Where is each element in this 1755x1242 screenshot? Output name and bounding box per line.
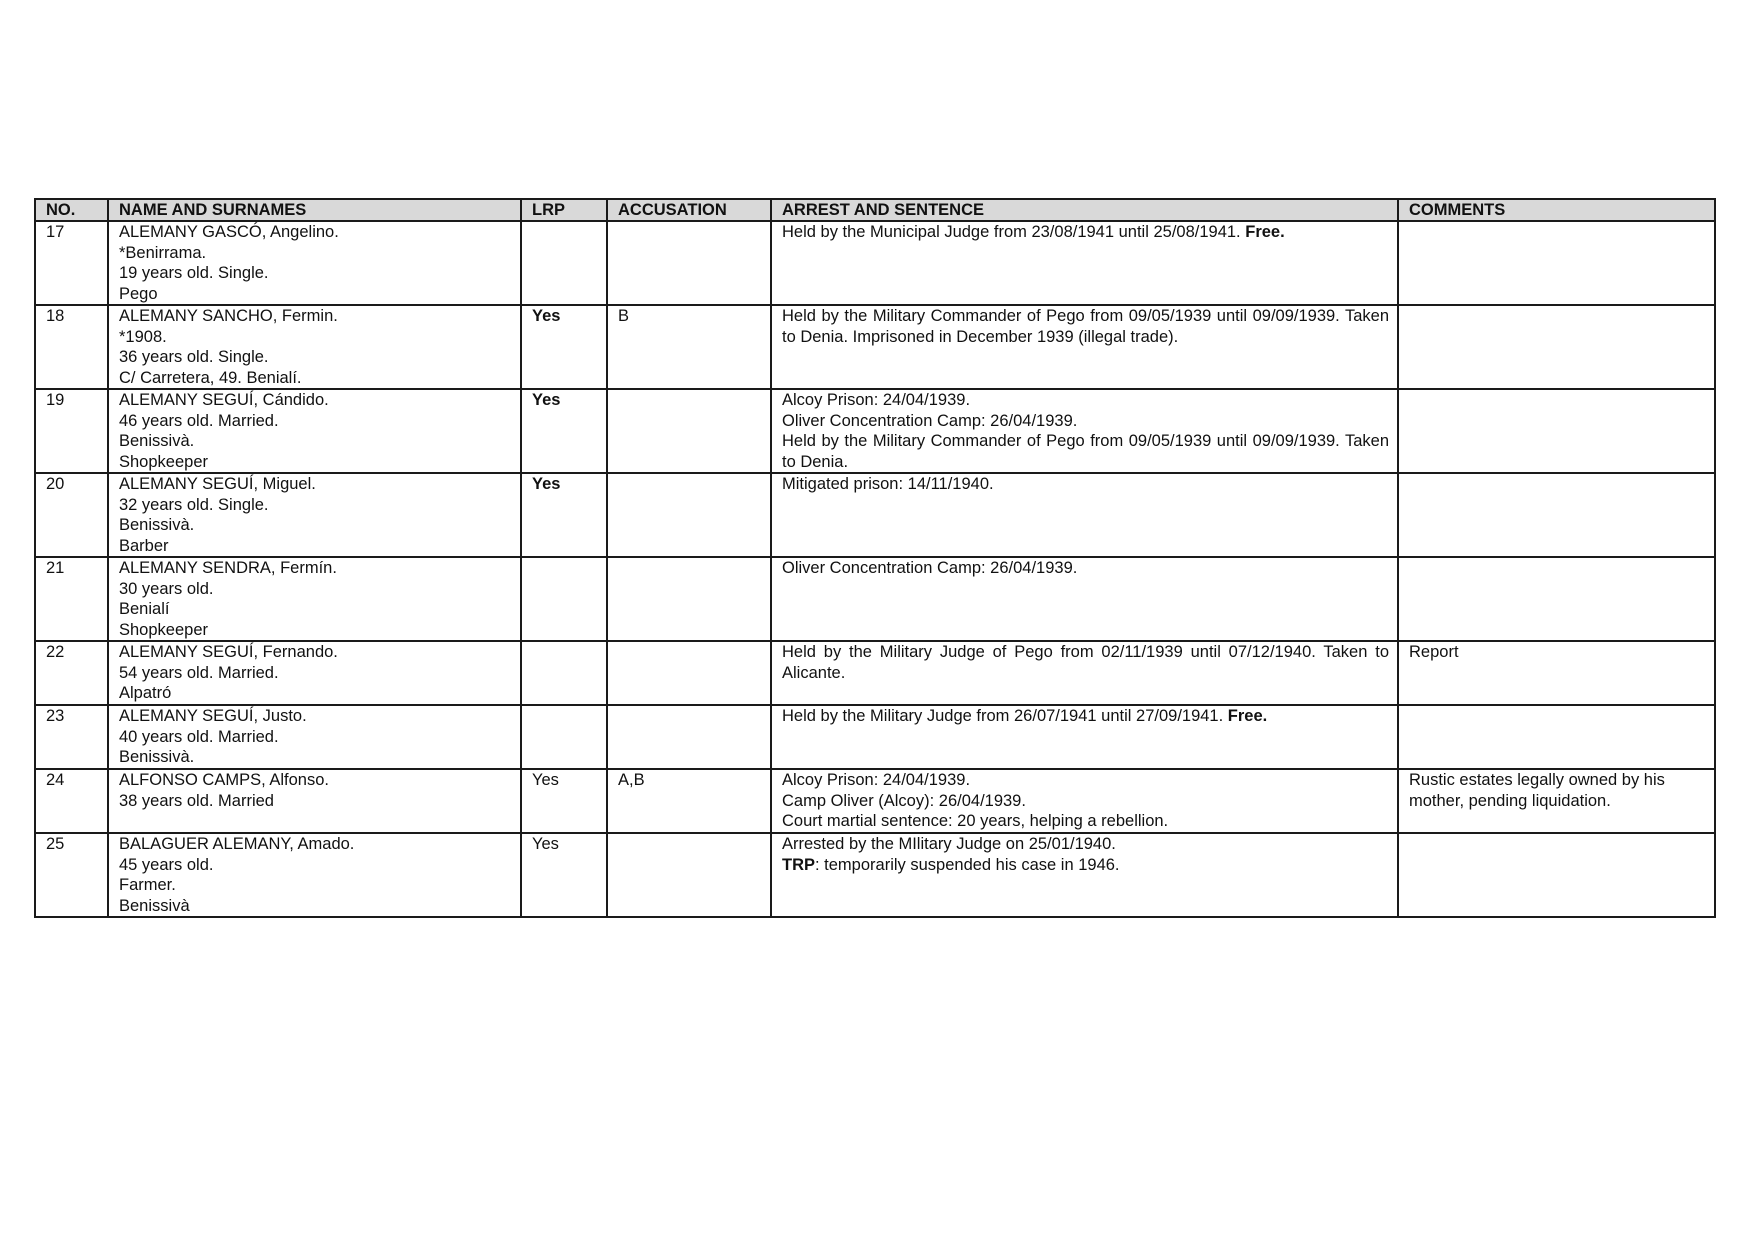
- arrest-line: Arrested by the MIlitary Judge on 25/01/1940.: [782, 835, 1116, 853]
- arrest-text: Held by the Military Judge of Pego from 02/11/1939 until 07/12/1940. Taken to Alicante.: [782, 643, 1389, 682]
- accusation-cell: A,B: [607, 769, 771, 833]
- arrest-cell: [771, 833, 1398, 917]
- arrest-line: [782, 855, 1389, 876]
- name-line: Farmer.: [119, 876, 176, 894]
- arrest-text: Held by the Military Commander of Pego from 09/05/1939 until 09/09/1939. Taken to Denia. Imprisoned in December 1939 (illegal trade).: [782, 307, 1389, 346]
- prisoners-table: [34, 198, 1716, 918]
- row-number: 19: [35, 389, 108, 473]
- arrest-cell: [771, 641, 1398, 705]
- arrest-line: Oliver Concentration Camp: 26/04/1939.: [782, 411, 1078, 430]
- name-line: ALEMANY SEGUÍ, Cándido.: [119, 391, 329, 409]
- row-number: 25: [35, 833, 108, 917]
- accusation-cell: [607, 557, 771, 641]
- comments-cell: [1398, 705, 1715, 769]
- name-line: 36 years old. Single.: [119, 348, 269, 366]
- arrest-cell: [771, 221, 1398, 305]
- name-line: 40 years old. Married.: [119, 727, 279, 746]
- name-line: Barber: [119, 536, 169, 555]
- table-row: [35, 557, 1715, 641]
- arrest-bold-text: TRP: [782, 855, 815, 874]
- arrest-text: Oliver Concentration Camp: 26/04/1939.: [782, 559, 1078, 577]
- name-line: C/ Carretera, 49. Benialí.: [119, 368, 302, 387]
- table-row: [35, 641, 1715, 705]
- arrest-text: Held by the Military Judge from 26/07/1941 until 27/09/1941.: [782, 707, 1228, 725]
- name-line: ALEMANY SANCHO, Fermin.: [119, 307, 338, 325]
- header-no: NO.: [35, 199, 108, 221]
- table-row: [35, 833, 1715, 917]
- name-line: 45 years old.: [119, 855, 214, 874]
- comments-cell: Report: [1398, 641, 1715, 705]
- lrp-cell: Yes: [521, 389, 607, 473]
- name-line: ALEMANY SENDRA, Fermín.: [119, 559, 337, 577]
- header-comments: COMMENTS: [1398, 199, 1715, 221]
- lrp-cell: Yes: [521, 305, 607, 389]
- comments-cell: [1398, 473, 1715, 557]
- row-number: 17: [35, 221, 108, 305]
- name-line: ALEMANY GASCÓ, Angelino.: [119, 223, 339, 241]
- table-row: [35, 221, 1715, 305]
- name-line: Benissivà.: [119, 748, 195, 766]
- name-line: Benissivà.: [119, 516, 195, 534]
- row-number: 22: [35, 641, 108, 705]
- name-cell: [108, 705, 521, 769]
- row-number: 18: [35, 305, 108, 389]
- arrest-cell: [771, 305, 1398, 389]
- lrp-cell: Yes: [521, 833, 607, 917]
- lrp-cell: [521, 641, 607, 705]
- row-number: 24: [35, 769, 108, 833]
- arrest-line: Camp Oliver (Alcoy): 26/04/1939.: [782, 791, 1026, 810]
- table-row: [35, 769, 1715, 833]
- table-row: [35, 305, 1715, 389]
- header-name: NAME AND SURNAMES: [108, 199, 521, 221]
- name-cell: [108, 833, 521, 917]
- lrp-cell: Yes: [521, 769, 607, 833]
- comments-cell: [1398, 389, 1715, 473]
- name-cell: [108, 473, 521, 557]
- comments-cell: [1398, 833, 1715, 917]
- accusation-cell: B: [607, 305, 771, 389]
- arrest-bold-text: Free.: [1227, 707, 1268, 725]
- accusation-cell: [607, 473, 771, 557]
- name-line: 46 years old. Married.: [119, 411, 279, 430]
- name-line: Benissivà.: [119, 432, 195, 450]
- arrest-text: : temporarily suspended his case in 1946.: [815, 855, 1120, 874]
- name-line: ALFONSO CAMPS, Alfonso.: [119, 771, 329, 789]
- name-line: Shopkeeper: [119, 452, 208, 471]
- arrest-cell: [771, 557, 1398, 641]
- accusation-cell: [607, 221, 771, 305]
- name-line: ALEMANY SEGUÍ, Justo.: [119, 707, 307, 725]
- name-cell: [108, 221, 521, 305]
- arrest-line: Alcoy Prison: 24/04/1939.: [782, 391, 971, 409]
- name-cell: [108, 557, 521, 641]
- name-line: 30 years old.: [119, 579, 214, 598]
- arrest-cell: [771, 389, 1398, 473]
- header-lrp: LRP: [521, 199, 607, 221]
- comments-cell: [1398, 221, 1715, 305]
- name-line: ALEMANY SEGUÍ, Miguel.: [119, 475, 316, 493]
- arrest-text: Held by the Military Commander of Pego from 09/05/1939 until 09/09/1939. Taken to Denia.: [782, 432, 1389, 471]
- accusation-cell: [607, 705, 771, 769]
- name-line: Shopkeeper: [119, 620, 208, 639]
- arrest-cell: [771, 705, 1398, 769]
- accusation-cell: [607, 641, 771, 705]
- name-cell: [108, 641, 521, 705]
- name-line: 38 years old. Married: [119, 791, 274, 810]
- name-line: ALEMANY SEGUÍ, Fernando.: [119, 643, 338, 661]
- name-cell: [108, 389, 521, 473]
- lrp-cell: Yes: [521, 473, 607, 557]
- name-line: Benialí: [119, 600, 170, 618]
- arrest-text: Mitigated prison: 14/11/1940.: [782, 475, 994, 493]
- table-row: [35, 389, 1715, 473]
- arrest-text: Held by the Municipal Judge from 23/08/1941 until 25/08/1941.: [782, 223, 1246, 241]
- comments-cell: Rustic estates legally owned by his mother, pending liquidation.: [1398, 769, 1715, 833]
- name-line: *Benirrama.: [119, 243, 207, 262]
- name-line: 19 years old. Single.: [119, 264, 269, 282]
- name-line: 32 years old. Single.: [119, 495, 269, 514]
- name-line: *1908.: [119, 327, 167, 346]
- accusation-cell: [607, 833, 771, 917]
- accusation-cell: [607, 389, 771, 473]
- table-row: [35, 473, 1715, 557]
- arrest-line: Court martial sentence: 20 years, helping a rebellion.: [782, 812, 1169, 830]
- table-row: [35, 705, 1715, 769]
- row-number: 21: [35, 557, 108, 641]
- lrp-cell: [521, 705, 607, 769]
- header-arrest-sentence: ARREST AND SENTENCE: [771, 199, 1398, 221]
- header-row: [35, 199, 1715, 221]
- comments-cell: [1398, 557, 1715, 641]
- row-number: 23: [35, 705, 108, 769]
- name-cell: [108, 769, 521, 833]
- lrp-cell: [521, 221, 607, 305]
- comments-cell: [1398, 305, 1715, 389]
- arrest-bold-text: Free.: [1245, 223, 1285, 241]
- arrest-cell: [771, 473, 1398, 557]
- header-accusation: ACCUSATION: [607, 199, 771, 221]
- name-line: 54 years old. Married.: [119, 663, 279, 682]
- name-line: Benissivà: [119, 896, 190, 915]
- name-cell: [108, 305, 521, 389]
- name-line: Alpatró: [119, 684, 172, 702]
- name-line: BALAGUER ALEMANY, Amado.: [119, 835, 355, 853]
- arrest-line: Alcoy Prison: 24/04/1939.: [782, 771, 971, 789]
- lrp-cell: [521, 557, 607, 641]
- name-line: Pego: [119, 284, 158, 303]
- row-number: 20: [35, 473, 108, 557]
- arrest-cell: [771, 769, 1398, 833]
